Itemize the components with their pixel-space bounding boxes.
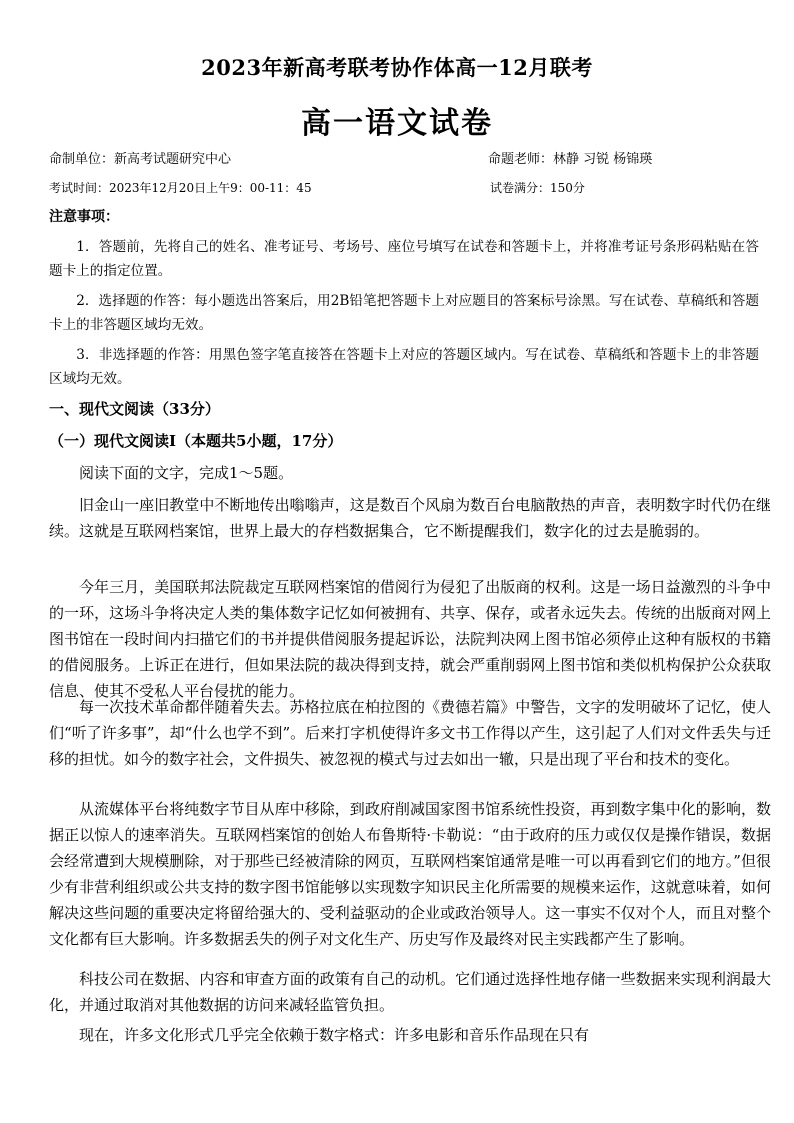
notice-heading: 注意事项： xyxy=(49,209,119,225)
question-teachers: 命题老师：林静 习锐 杨锦瑛 xyxy=(488,152,653,167)
passage-paragraph: 每一次技术革命都伴随着失去。苏格拉底在柏拉图的《费德若篇》中警告，文字的发明破坏了记忆，使人们“听了许多事”，却“什么也学不到”。后来打字机使得许多文书工作得以产生，这引起了人们对文件丢失与迁移的担忧。如今的数字社会，文件损失、被忽视的模式与过去如出一辙，只是出现了平台和技术的变化。 xyxy=(49,698,771,768)
passage-paragraph: 科技公司在数据、内容和审查方面的政策有自己的动机。它们通过选择性地存储一些数据来实现利润最大化，并通过取消对其他数据的访问来减轻监管负担。 xyxy=(49,970,771,1014)
notice-item: 1．答题前，先将自己的姓名、准考证号、考场号、座位号填写在试卷和答题卡上，并将准考证号条形码粘贴在答题卡上的指定位置。 xyxy=(49,239,759,279)
exam-time: 考试时间：2023年12月20日上午9：00-11：45 xyxy=(49,181,312,195)
subsection-heading: （一）现代文阅读Ⅰ（本题共5小题，17分） xyxy=(49,432,343,450)
exam-subject-title: 高一语文试卷 xyxy=(301,106,493,141)
passage-paragraph: 从流媒体平台将纯数字节目从库中移除，到政府削减国家图书馆系统性投资，再到数字集中化的影响，数据正以惊人的速率消失。互联网档案馆的创始人布鲁斯特·卡勒说：“由于政府的压力或仅仅是操作错误，数据会经常遭到大规模删除，对于那些已经被清除的网页，互联网档案馆通常是唯一可以再看到它们的地方。”但很少有非营利组织或公共支持的数字图书馆能够以实现数字知识民主化所需要的规模来运作，这就意味着，如何解决这些问题的重要决定将留给强大的、受利益驱动的企业或政治领导人。这一事实不仅对个人，而且对整个文化都有巨大影响。许多数据丢失的例子对文化生产、历史写作及最终对民主实践都产生了影响。 xyxy=(49,800,771,948)
passage-paragraph: 旧金山一座旧教堂中不断地传出嗡嗡声，这是数百个风扇为数百台电脑散热的声音，表明数字时代仍在继续。这就是互联网档案馆，世界上最大的存档数据集合，它不断提醒我们，数字化的过去是脆弱的。 xyxy=(49,496,771,540)
passage-paragraph: 今年三月，美国联邦法院裁定互联网档案馆的借阅行为侵犯了出版商的权利。这是一场日益激烈的斗争中的一环，这场斗争将决定人类的集体数字记忆如何被拥有、共享、保存，或者永远失去。传统的出版商对网上图书馆在一段时间内扫描它们的书并提供借阅服务提起诉讼，法院判决网上图书馆必须停止这种有版权的书籍的借阅服务。上诉正在进行，但如果法院的裁决得到支持，就会严重削弱网上图书馆和类似机构保护公众获取信息、使其不受私人平台侵扰的能力。 xyxy=(49,578,771,700)
compiling-unit: 命制单位：新高考试题研究中心 xyxy=(49,152,232,167)
passage-paragraph: 现在，许多文化形式几乎完全依赖于数字格式：许多电影和音乐作品现在只有 xyxy=(79,1026,590,1044)
reading-instruction: 阅读下面的文字，完成1～5题。 xyxy=(79,464,294,482)
exam-header-title: 2023年新高考联考协作体高一12月联考 xyxy=(201,55,593,80)
notice-item: 2．选择题的作答：每小题选出答案后，用2B铅笔把答题卡上对应题目的答案标号涂黑。写在试卷、草稿纸和答题卡上的非答题区域均无效。 xyxy=(49,293,759,333)
notice-item: 3．非选择题的作答：用黑色签字笔直接答在答题卡上对应的答题区域内。写在试卷、草稿纸和答题卡上的非答题区域均无效。 xyxy=(49,347,759,387)
section-heading: 一、现代文阅读（33分） xyxy=(49,400,220,418)
full-score: 试卷满分：150分 xyxy=(490,181,585,195)
